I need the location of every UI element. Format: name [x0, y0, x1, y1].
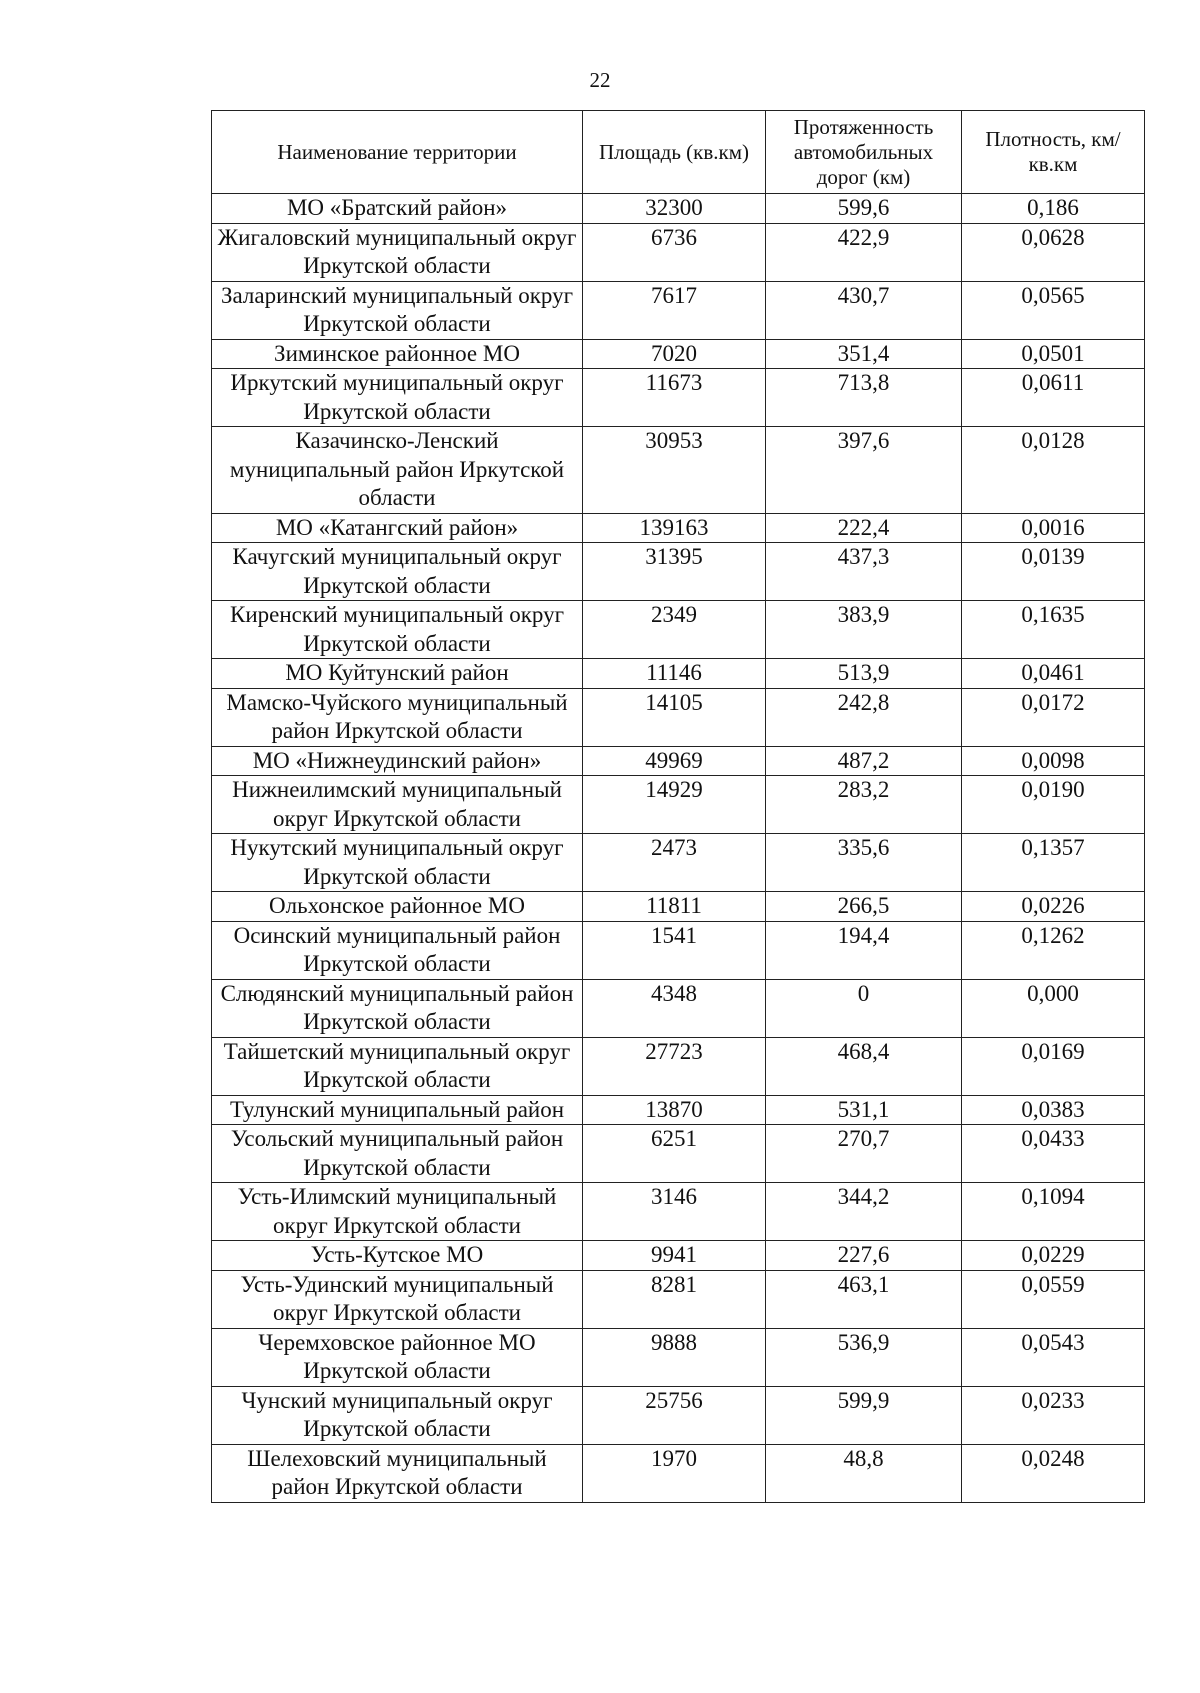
cell-road-length: 383,9: [766, 601, 962, 659]
table-row: [212, 1241, 1145, 1271]
cell-density: 0,0226: [962, 892, 1145, 922]
cell-density: 0,000: [962, 979, 1145, 1037]
table-header-row: [212, 111, 1145, 194]
header-area: Площадь (кв.км): [583, 111, 766, 194]
cell-territory-name: Иркутский муниципальный округ Иркутской области: [212, 369, 583, 427]
cell-density: 0,0098: [962, 746, 1145, 776]
cell-road-length: 437,3: [766, 543, 962, 601]
cell-road-length: 430,7: [766, 281, 962, 339]
table-row: [212, 543, 1145, 601]
cell-territory-name: МО «Катангский район»: [212, 513, 583, 543]
table-row: [212, 834, 1145, 892]
cell-area: 49969: [583, 746, 766, 776]
cell-area: 11811: [583, 892, 766, 922]
cell-road-length: 487,2: [766, 746, 962, 776]
header-road-length: Протяженность автомобильных дорог (км): [766, 111, 962, 194]
cell-area: 3146: [583, 1183, 766, 1241]
table-row: [212, 1037, 1145, 1095]
table-row: [212, 369, 1145, 427]
cell-road-length: 194,4: [766, 921, 962, 979]
cell-road-length: 463,1: [766, 1270, 962, 1328]
cell-territory-name: Черемховское районное МО Иркутской области: [212, 1328, 583, 1386]
cell-territory-name: МО «Нижнеудинский район»: [212, 746, 583, 776]
cell-density: 0,186: [962, 194, 1145, 224]
table-row: [212, 892, 1145, 922]
header-density: Плотность, км/кв.км: [962, 111, 1145, 194]
cell-density: 0,0016: [962, 513, 1145, 543]
cell-road-length: 468,4: [766, 1037, 962, 1095]
cell-area: 9941: [583, 1241, 766, 1271]
cell-territory-name: Усть-Илимский муниципальный округ Иркутской области: [212, 1183, 583, 1241]
cell-road-length: 351,4: [766, 339, 962, 369]
cell-road-length: 335,6: [766, 834, 962, 892]
cell-territory-name: Нижнеилимский муниципальный округ Иркутской области: [212, 776, 583, 834]
cell-density: 0,0190: [962, 776, 1145, 834]
cell-territory-name: МО Куйтунский район: [212, 659, 583, 689]
cell-road-length: 266,5: [766, 892, 962, 922]
cell-territory-name: Качугский муниципальный округ Иркутской области: [212, 543, 583, 601]
cell-area: 30953: [583, 427, 766, 514]
table-row: [212, 194, 1145, 224]
cell-area: 9888: [583, 1328, 766, 1386]
cell-road-length: 0: [766, 979, 962, 1037]
cell-density: 0,0128: [962, 427, 1145, 514]
header-territory: Наименование территории: [212, 111, 583, 194]
cell-area: 11146: [583, 659, 766, 689]
cell-density: 0,0169: [962, 1037, 1145, 1095]
cell-road-length: 599,6: [766, 194, 962, 224]
cell-density: 0,0565: [962, 281, 1145, 339]
table-row: [212, 281, 1145, 339]
cell-area: 7020: [583, 339, 766, 369]
cell-territory-name: Шелеховский муниципальный район Иркутской области: [212, 1444, 583, 1502]
table-row: [212, 427, 1145, 514]
table-row: [212, 513, 1145, 543]
cell-road-length: 283,2: [766, 776, 962, 834]
cell-territory-name: Тулунский муниципальный район: [212, 1095, 583, 1125]
cell-area: 13870: [583, 1095, 766, 1125]
cell-density: 0,1357: [962, 834, 1145, 892]
cell-density: 0,0628: [962, 223, 1145, 281]
cell-territory-name: Казачинско-Ленский муниципальный район Иркутской области: [212, 427, 583, 514]
cell-area: 2349: [583, 601, 766, 659]
cell-area: 1541: [583, 921, 766, 979]
cell-area: 7617: [583, 281, 766, 339]
cell-territory-name: Киренский муниципальный округ Иркутской области: [212, 601, 583, 659]
cell-area: 6251: [583, 1125, 766, 1183]
cell-road-length: 536,9: [766, 1328, 962, 1386]
cell-territory-name: Ольхонское районное МО: [212, 892, 583, 922]
cell-territory-name: Заларинский муниципальный округ Иркутской области: [212, 281, 583, 339]
cell-road-length: 422,9: [766, 223, 962, 281]
cell-road-length: 48,8: [766, 1444, 962, 1502]
cell-territory-name: Жигаловский муниципальный округ Иркутской области: [212, 223, 583, 281]
page-number: 22: [589, 68, 611, 92]
cell-territory-name: Слюдянский муниципальный район Иркутской области: [212, 979, 583, 1037]
cell-density: 0,0383: [962, 1095, 1145, 1125]
cell-territory-name: Усть-Кутское МО: [212, 1241, 583, 1271]
cell-territory-name: Мамско-Чуйского муниципальный район Иркутской области: [212, 688, 583, 746]
table-row: [212, 1095, 1145, 1125]
cell-density: 0,1635: [962, 601, 1145, 659]
table-row: [212, 1386, 1145, 1444]
table-row: [212, 1270, 1145, 1328]
road-density-table: [211, 110, 1145, 1503]
cell-area: 14929: [583, 776, 766, 834]
cell-area: 1970: [583, 1444, 766, 1502]
table-row: [212, 1125, 1145, 1183]
cell-territory-name: Усольский муниципальный район Иркутской области: [212, 1125, 583, 1183]
cell-area: 25756: [583, 1386, 766, 1444]
table-row: [212, 223, 1145, 281]
cell-road-length: 270,7: [766, 1125, 962, 1183]
cell-territory-name: Усть-Удинский муниципальный округ Иркутской области: [212, 1270, 583, 1328]
cell-road-length: 222,4: [766, 513, 962, 543]
cell-density: 0,0433: [962, 1125, 1145, 1183]
cell-density: 0,0229: [962, 1241, 1145, 1271]
table-body: [212, 194, 1145, 1503]
cell-density: 0,0248: [962, 1444, 1145, 1502]
table-row: [212, 1444, 1145, 1502]
table-row: [212, 659, 1145, 689]
cell-density: 0,0501: [962, 339, 1145, 369]
cell-area: 2473: [583, 834, 766, 892]
table-row: [212, 688, 1145, 746]
cell-road-length: 227,6: [766, 1241, 962, 1271]
cell-territory-name: Осинский муниципальный район Иркутской области: [212, 921, 583, 979]
cell-density: 0,0543: [962, 1328, 1145, 1386]
cell-density: 0,0611: [962, 369, 1145, 427]
cell-area: 8281: [583, 1270, 766, 1328]
table-row: [212, 1328, 1145, 1386]
cell-area: 31395: [583, 543, 766, 601]
cell-area: 14105: [583, 688, 766, 746]
cell-area: 32300: [583, 194, 766, 224]
cell-road-length: 599,9: [766, 1386, 962, 1444]
cell-road-length: 344,2: [766, 1183, 962, 1241]
cell-density: 0,0139: [962, 543, 1145, 601]
cell-density: 0,0233: [962, 1386, 1145, 1444]
table-row: [212, 1183, 1145, 1241]
table-row: [212, 339, 1145, 369]
cell-territory-name: Чунский муниципальный округ Иркутской области: [212, 1386, 583, 1444]
cell-density: 0,0461: [962, 659, 1145, 689]
table-row: [212, 776, 1145, 834]
cell-road-length: 531,1: [766, 1095, 962, 1125]
table-row: [212, 979, 1145, 1037]
cell-density: 0,1094: [962, 1183, 1145, 1241]
cell-area: 139163: [583, 513, 766, 543]
table-row: [212, 746, 1145, 776]
cell-area: 11673: [583, 369, 766, 427]
table-row: [212, 921, 1145, 979]
cell-density: 0,0559: [962, 1270, 1145, 1328]
cell-territory-name: МО «Братский район»: [212, 194, 583, 224]
cell-road-length: 397,6: [766, 427, 962, 514]
table-row: [212, 601, 1145, 659]
cell-area: 6736: [583, 223, 766, 281]
cell-road-length: 713,8: [766, 369, 962, 427]
cell-area: 27723: [583, 1037, 766, 1095]
cell-territory-name: Нукутский муниципальный округ Иркутской области: [212, 834, 583, 892]
cell-territory-name: Тайшетский муниципальный округ Иркутской области: [212, 1037, 583, 1095]
cell-density: 0,1262: [962, 921, 1145, 979]
cell-density: 0,0172: [962, 688, 1145, 746]
cell-road-length: 513,9: [766, 659, 962, 689]
cell-area: 4348: [583, 979, 766, 1037]
cell-territory-name: Зиминское районное МО: [212, 339, 583, 369]
cell-road-length: 242,8: [766, 688, 962, 746]
